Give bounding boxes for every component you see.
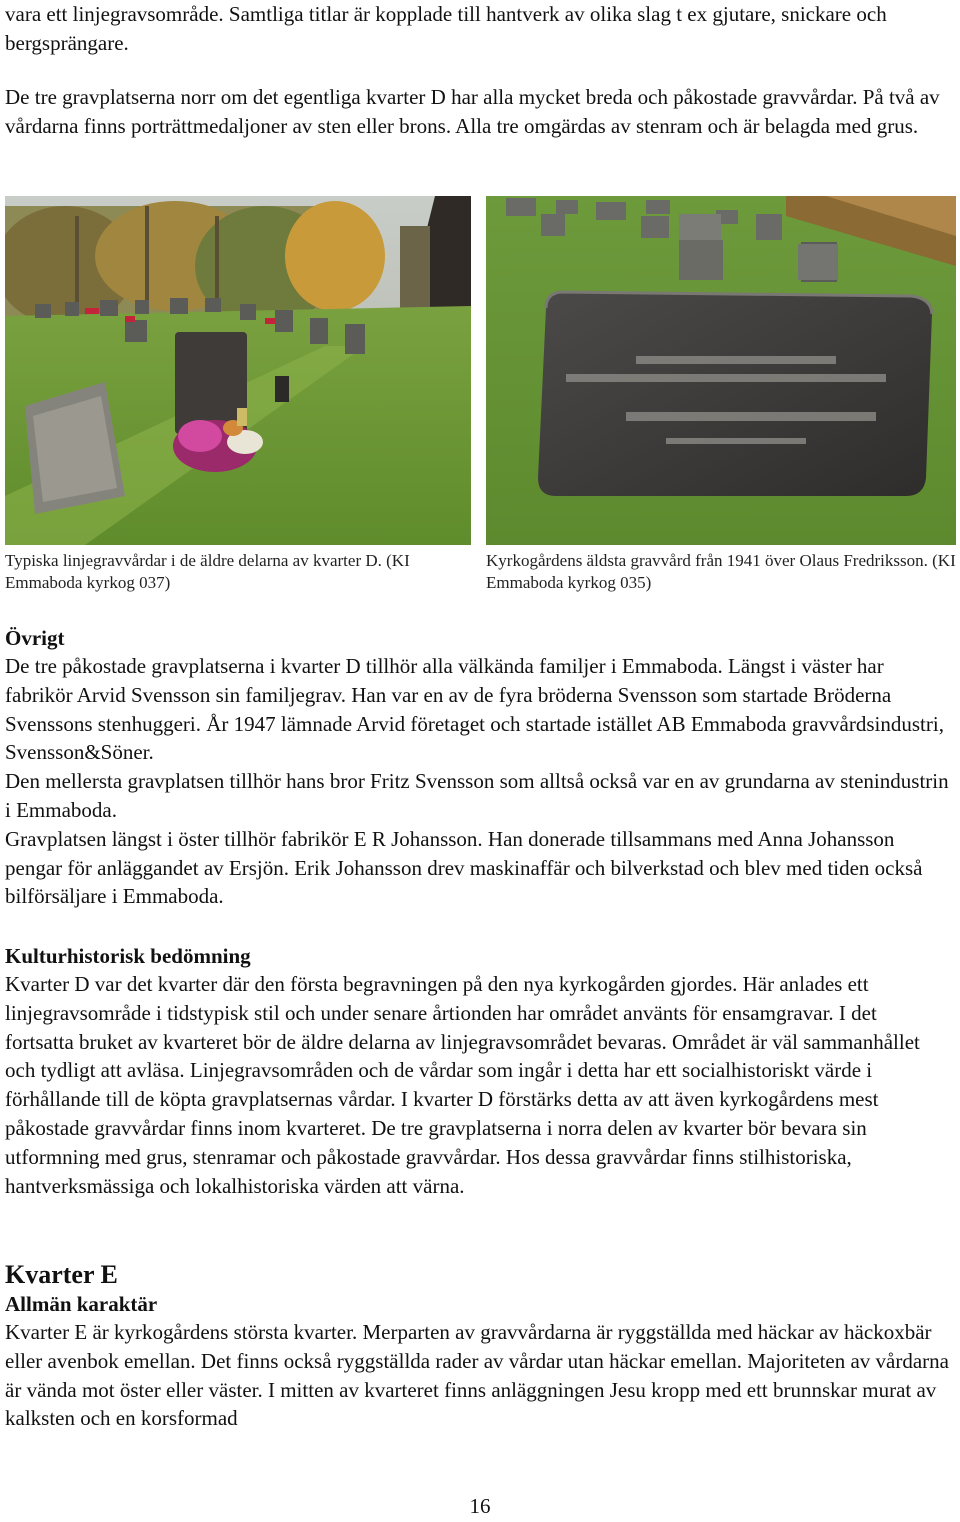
caption-left: Typiska linjegravvårdar i de äldre delarna av kvarter D. (KI Emmaboda kyrkog 037) xyxy=(5,551,410,592)
photo-oldest-gravestone xyxy=(486,196,956,545)
kvarter-e-paragraph-1: Kvarter E är kyrkogårdens största kvarter. Merparten av gravvårdarna är ryggställda med häckar av häckoxbär eller avenbok emellan. Det finns också ryggställda rader av vårdar utan häckar emellan. Majoriteten av vårdarna är vända mot öster eller väster. I mitten av kvarteret finns anläggningen Jesu kropp med ett brunnskar murat av kalksten och en korsformad xyxy=(5,1320,949,1431)
heading-kvarter-e: Kvarter E xyxy=(5,1260,118,1289)
section-kvarter-e xyxy=(5,1260,950,1433)
photo-line-graves xyxy=(5,196,471,545)
heading-ovrigt: Övrigt xyxy=(5,626,65,650)
photo-oldest-gravestone-image xyxy=(486,196,956,545)
section-ovrigt xyxy=(5,624,950,911)
intro-paragraph-1: vara ett linjegravsområde. Samtliga titlar är kopplade till hantverk av olika slag t ex gjutare, snickare och bergsprängare. xyxy=(5,2,887,55)
kultur-paragraph-1: Kvarter D var det kvarter där den första begravningen på den nya kyrkogården gjordes. Här anlades ett linjegravsområde i tidstypisk stil och under senare årtionden har området använts för ensamgravar. I det fortsatta bruket av kvarteret bör de äldre delarna av linjegravsområdet bevaras. Området är väl sammanhållet och tydligt att avläsa. Linjegravsområden och de vårdar som ingår i detta har ett socialhistoriskt värde i förhållande till de köpta gravplatsernas vårdar. I kvarter D förstärks detta av att även kyrkogårdens mest påkostade gravvårdar finns inom kvarteret. De tre gravplatserna i norra delen av kvarter bör bevara sin utformning med grus, stenramar och påkostade gravvårdar. Hos dessa gravvårdar finns stilhistoriska, hantverksmässiga och lokalhistoriska värden att värna. xyxy=(5,972,920,1198)
ovrigt-paragraph-1: De tre påkostade gravplatserna i kvarter D tillhör alla välkända familjer i Emmaboda. Längst i väster har fabrikör Arvid Svensson sin familjegrav. Han var en av de fyra bröderna Svensson som startade Bröderna Svenssons stenhuggeri. År 1947 lämnade Arvid företaget och startade istället AB Emmaboda gravvårdsindustri, Svensson&Söner. xyxy=(5,654,944,765)
ovrigt-paragraph-3: Gravplatsen längst i öster tillhör fabrikör E R Johansson. Han donerade tillsammans med Anna Johansson pengar för anläggandet av Ersjön. Erik Johansson drev maskinaffär och bilverkstad och blev med tiden också bilförsäljare i Emmaboda. xyxy=(5,826,923,909)
ovrigt-paragraph-2: Den mellersta gravplatsen tillhör hans bror Fritz Svensson som alltså också var en av grundarna av stenindustrin i Emmaboda. xyxy=(5,769,949,822)
heading-allman-karaktar: Allmän karaktär xyxy=(5,1292,158,1316)
photo-line-graves-image xyxy=(5,196,471,545)
intro-paragraph-2: De tre gravplatserna norr om det egentliga kvarter D har alla mycket breda och påkostade gravvårdar. På två av vårdarna finns porträttmedaljoner av sten eller brons. Alla tre omgärdas av stenram och är belagda med grus. xyxy=(5,85,940,138)
caption-right: Kyrkogårdens äldsta gravvård från 1941 över Olaus Fredriksson. (KI Emmaboda kyrkog 035) xyxy=(486,551,956,592)
heading-kultur: Kulturhistorisk bedömning xyxy=(5,944,251,968)
page-number: 16 xyxy=(469,1494,491,1518)
section-kultur xyxy=(5,942,950,1200)
